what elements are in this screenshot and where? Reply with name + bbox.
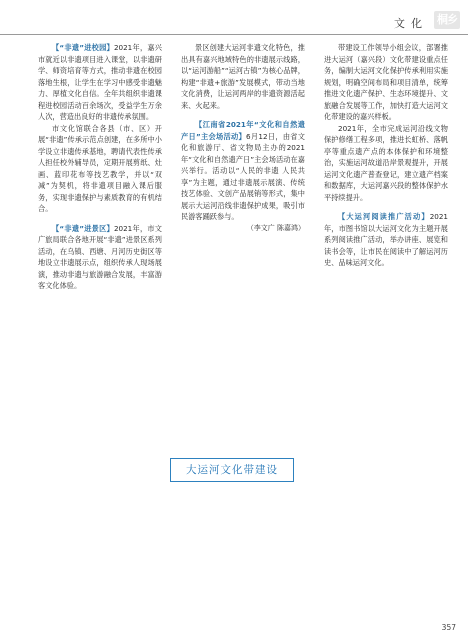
paragraph: [38, 223, 162, 292]
column-1: [38, 42, 162, 292]
paragraph-text: 2021年，市图书馆以大运河文化为主题开展系列阅读推广活动，举办讲座、展览和读书会等，让市民在阅读中了解运河历史、品味运河文化。: [324, 212, 448, 267]
paragraph-text: 景区创建大运河非遗文化特色，推出具有嘉兴地域特色的非遗展示线路，以“运河游船”“运河古镇”为核心品牌，构建“非遗+旅游”发展模式，带动当地文化消费，让运河两岸的非遗资源活起来、火起来。: [181, 43, 305, 110]
paragraph-text: 带建设工作领导小组会议，部署推进大运河（嘉兴段）文化带建设重点任务，编制大运河文化保护传承利用实施规划，明确空间布局和项目清单，统筹推进文化遗产保护、生态环境提升、文旅融合发展等工作，加快打造大运河文化带建设的嘉兴样板。: [324, 43, 448, 121]
paragraph: [324, 123, 448, 204]
paragraph: [324, 42, 448, 123]
paragraph: [181, 119, 305, 223]
entry-heading: 【大运河阅读推广活动】: [338, 212, 430, 221]
paragraph-text: 2021年，市文广旅局联合各地开展“非遗”进景区系列活动，在乌镇、西塘、月河历史街区等地设立非遗展示点，组织传承人现场展演，推动非遗与旅游融合发展，丰富游客文化体验。: [38, 223, 162, 290]
header-divider: [0, 34, 468, 35]
author-note: （李文广 陈嘉鸿）: [246, 223, 305, 232]
paragraph-text: 2021年，全市完成运河沿线文物保护修缮工程多项，推进长虹桥、落帆亭等重点遗产点的本体保护和环境整治，实施运河故道沿岸景观提升，开展运河文化遗产普查登记，建立遗产档案和数据库，大运河嘉兴段的整体保护水平持续提升。: [324, 123, 448, 202]
entry-heading: 【“非遗”进景区】: [52, 223, 114, 233]
entry-heading: 【江南省2021年“文化和自然遗产日”主会场活动】: [181, 120, 305, 141]
paragraph-text: 2021年，嘉兴市就近以非遗项目进入课堂，以非遗研学、师资培育等方式，推动非遗在校园落地生根，让学生在学习中感受非遗魅力、厚植文化自信。全年共组织非遗课程进校园活动百余场次，受益学生万余人次，营造出良好的非遗传承氛围。: [38, 43, 162, 121]
page-number: 357: [441, 623, 456, 632]
document-body: [38, 42, 448, 622]
paragraph-text: 6月12日，由省文化和旅游厅、省文物局主办的2021年“文化和自然遗产日”主会场活动在嘉兴举行。活动以“人民的非遗 人民共享”为主题，通过非遗展示展演、传统技艺体验、文创产品展销等形式，集中展示大运河沿线非遗保护成果，吸引市民游客踊跃参与。: [181, 131, 305, 221]
column-2: [181, 42, 305, 234]
section-title-box: 大运河文化带建设: [170, 458, 294, 482]
paragraph: [38, 123, 162, 215]
column-3: [324, 42, 448, 269]
paragraph: [38, 42, 162, 123]
section-header-title: 文化: [394, 17, 428, 30]
paragraph-text: 市文化馆联合各县（市、区）开展“非遗”传承示范点创建，在多所中小学设立非遗传承基地，聘请代表性传承人担任校外辅导员，定期开展剪纸、灶画、蓝印花布等技艺教学，并以“双减”为契机，将非遗项目融入课后服务，实现非遗保护与素质教育的有机结合。: [38, 123, 162, 213]
section-badge: [434, 11, 460, 29]
page-header: [0, 0, 468, 36]
paragraph: [181, 42, 305, 111]
entry-heading: 【“非遗”进校园】: [52, 43, 114, 52]
paragraph: [324, 211, 448, 269]
section-badge-text: 桐乡: [437, 13, 457, 26]
